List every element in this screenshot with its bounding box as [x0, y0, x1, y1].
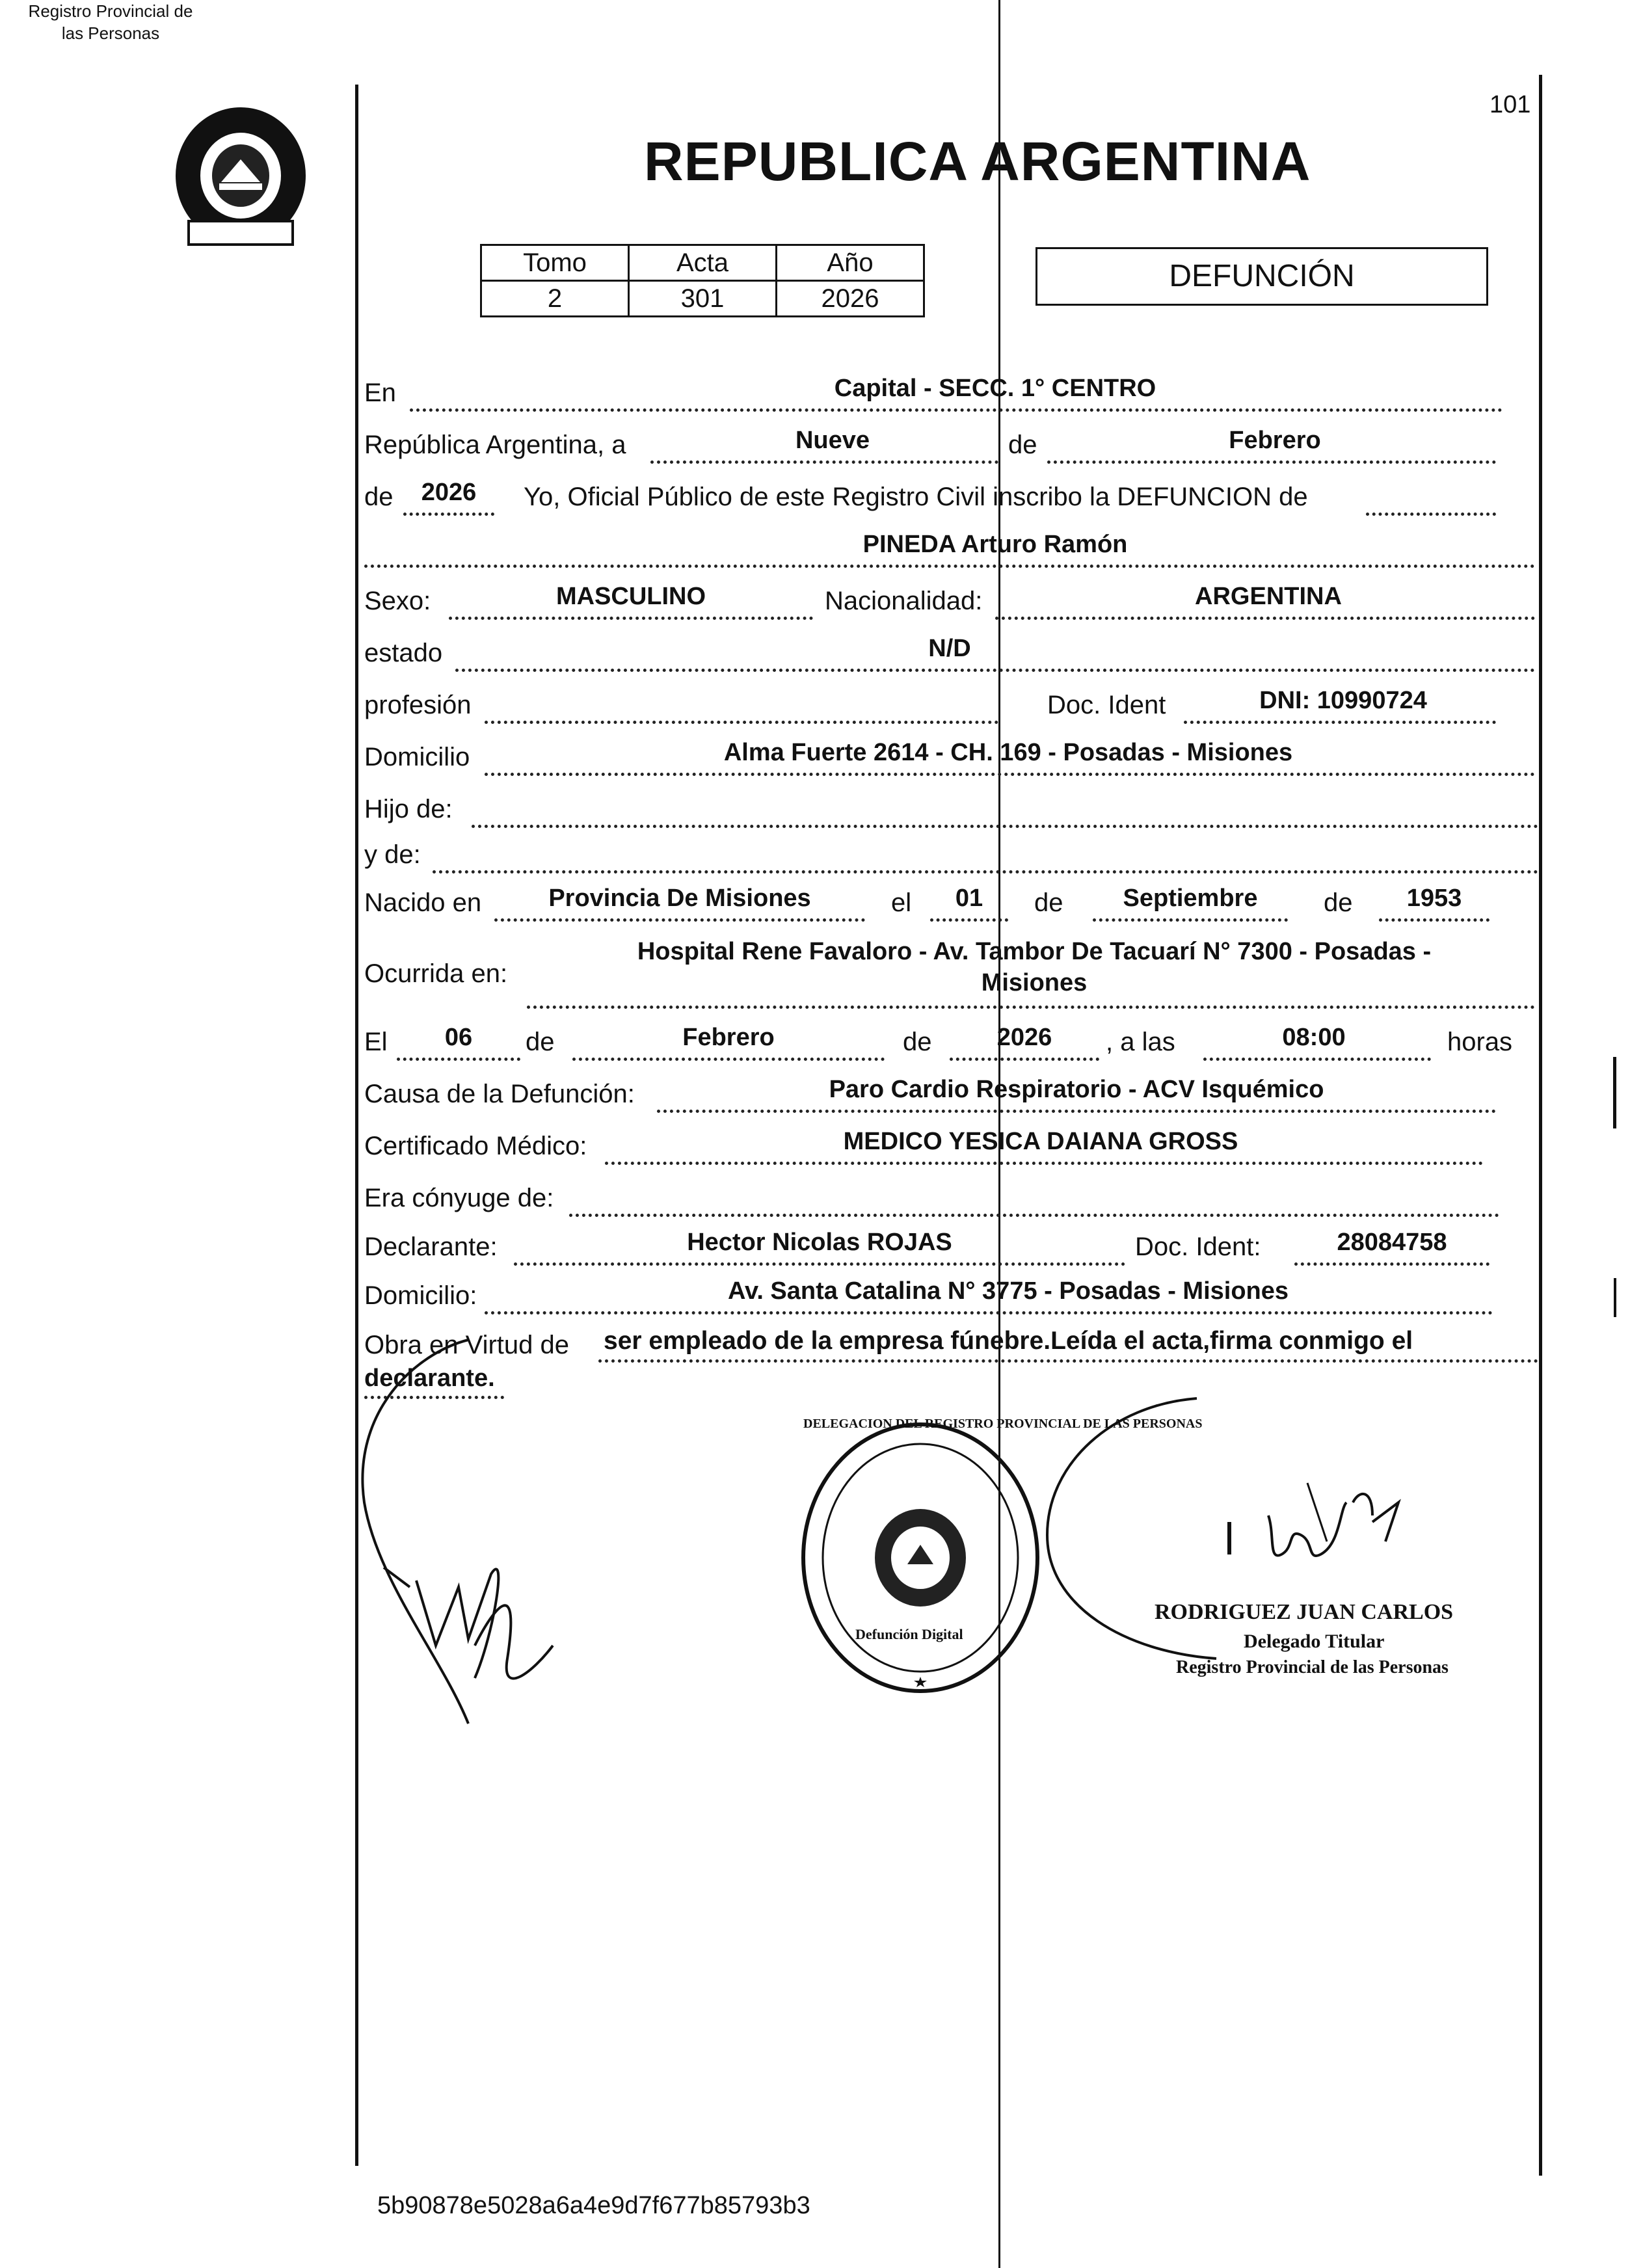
- official-stamp: [797, 1417, 1203, 1698]
- dotted-line: [995, 617, 1535, 620]
- tomo-value: 2: [481, 281, 629, 317]
- left-border-line: [355, 85, 358, 2166]
- dotted-line: [364, 565, 1535, 568]
- obra-text-line1: ser empleado de la empresa fúnebre.Leída el acta,firma conmigo el: [604, 1327, 1413, 1355]
- birthplace-value: Provincia De Misiones: [548, 885, 811, 912]
- acta-value: 301: [629, 281, 777, 317]
- label-oficial: Yo, Oficial Público de este Registro Civil inscribo la DEFUNCION de: [524, 483, 1308, 511]
- label-nacionalidad: Nacionalidad:: [825, 587, 983, 615]
- deceased-name-value: PINEDA Arturo Ramón: [862, 531, 1128, 558]
- dotted-line: [605, 1162, 1483, 1165]
- dotted-line: [485, 1311, 1493, 1314]
- label-de2: de: [364, 483, 394, 511]
- birth-day-value: 01: [955, 885, 983, 912]
- dotted-line: [449, 617, 813, 620]
- dotted-line: [1203, 1058, 1431, 1061]
- declarant-doc-value: 28084758: [1337, 1229, 1447, 1256]
- dotted-line: [1047, 460, 1496, 464]
- label-republica: República Argentina, a: [364, 431, 626, 459]
- label-domicilio: Domicilio: [364, 743, 470, 771]
- dotted-line: [514, 1262, 1125, 1266]
- label-obra: Obra en Virtud de: [364, 1331, 570, 1359]
- label-causa: Causa de la Defunción:: [364, 1080, 635, 1108]
- official-signature: [1034, 1392, 1476, 1672]
- dotted-line: [1184, 721, 1496, 724]
- label-horas: horas: [1447, 1028, 1513, 1056]
- dotted-line: [598, 1359, 1538, 1363]
- day-text-value: Nueve: [795, 427, 870, 454]
- stamp-inner-text: Defunción Digital: [855, 1626, 963, 1642]
- label-profesion: profesión: [364, 691, 472, 719]
- label-domicilio2: Domicilio:: [364, 1281, 477, 1310]
- dotted-line: [410, 408, 1503, 412]
- label-conyuge: Era cónyuge de:: [364, 1184, 554, 1212]
- nationality-value: ARGENTINA: [1195, 583, 1342, 610]
- death-day-value: 06: [444, 1024, 473, 1051]
- address-value: Alma Fuerte 2614 - CH. 169 - Posadas - Misiones: [723, 739, 1293, 766]
- declarant-address-value: Av. Santa Catalina N° 3775 - Posadas - Misiones: [727, 1277, 1289, 1305]
- death-time-value: 08:00: [1282, 1024, 1346, 1051]
- label-certificado: Certificado Médico:: [364, 1132, 587, 1160]
- dotted-line: [485, 721, 998, 724]
- record-type-box: DEFUNCIÓN: [1035, 247, 1488, 306]
- label-de: de: [1008, 431, 1037, 459]
- stamp-ring-text: DELEGACION DEL REGISTRO PROVINCIAL DE LAS PERSONAS: [803, 1417, 1203, 1431]
- year-value: 2026: [421, 479, 477, 506]
- death-year-value: 2026: [996, 1024, 1052, 1051]
- declarant-name-value: Hector Nicolas ROJAS: [687, 1229, 952, 1256]
- obra-text-line2: declarante.: [364, 1365, 495, 1392]
- dotted-line: [472, 825, 1538, 828]
- dotted-line: [403, 513, 494, 516]
- official-office: Registro Provincial de las Personas: [1176, 1657, 1449, 1677]
- dotted-line: [1093, 918, 1288, 922]
- anio-header: Año: [777, 245, 924, 281]
- civil-status-value: N/D: [928, 635, 971, 662]
- label-el-fecha: El: [364, 1028, 388, 1056]
- document-title: REPUBLICA ARGENTINA: [644, 131, 1311, 192]
- place-value: Capital - SECC. 1° CENTRO: [834, 375, 1156, 402]
- dotted-line: [1294, 1262, 1490, 1266]
- registry-name: [0, 0, 221, 44]
- registry-name-line2: las Personas: [61, 23, 160, 43]
- dotted-line: [650, 460, 998, 464]
- label-de-f2: de: [903, 1028, 932, 1056]
- dotted-line: [485, 773, 1535, 776]
- label-ocurrida-en: Ocurrida en:: [364, 959, 508, 988]
- declarant-signature: [338, 1333, 611, 1737]
- birth-year-value: 1953: [1406, 885, 1462, 912]
- acta-header: Acta: [629, 245, 777, 281]
- scan-mark: [1613, 1057, 1616, 1128]
- label-de-nac1: de: [1034, 888, 1063, 917]
- dni-value: DNI: 10990724: [1259, 687, 1427, 714]
- label-nacido-en: Nacido en: [364, 888, 482, 917]
- label-de-nac2: de: [1324, 888, 1353, 917]
- sex-value: MASCULINO: [555, 583, 706, 610]
- dotted-line: [950, 1058, 1099, 1061]
- label-doc-ident2: Doc. Ident:: [1135, 1233, 1261, 1261]
- label-y-de: y de:: [364, 840, 421, 869]
- dotted-line: [397, 1058, 520, 1061]
- registry-name-line1: Registro Provincial de: [28, 1, 193, 21]
- birth-month-value: Septiembre: [1123, 885, 1258, 912]
- page-number: 101: [1490, 91, 1531, 118]
- cause-value: Paro Cardio Respiratorio - ACV Isquémico: [829, 1076, 1324, 1103]
- label-el: el: [891, 888, 912, 917]
- label-doc-ident: Doc. Ident: [1047, 691, 1166, 719]
- dotted-line: [494, 918, 865, 922]
- dotted-line: [569, 1214, 1499, 1217]
- right-border-line: [1539, 75, 1542, 2176]
- dotted-line: [1379, 918, 1490, 922]
- label-a-las: , a las: [1106, 1028, 1175, 1056]
- label-sexo: Sexo:: [364, 587, 431, 615]
- dotted-line: [1366, 513, 1496, 516]
- official-name: RODRIGUEZ JUAN CARLOS: [1155, 1600, 1454, 1624]
- tomo-header: Tomo: [481, 245, 629, 281]
- death-month-value: Febrero: [682, 1024, 775, 1051]
- label-hijo-de: Hijo de:: [364, 795, 453, 823]
- dotted-line: [455, 669, 1535, 672]
- anio-value: 2026: [777, 281, 924, 317]
- label-en: En: [364, 379, 396, 407]
- certificate-value: MEDICO YESICA DAIANA GROSS: [843, 1128, 1238, 1155]
- month-value: Febrero: [1229, 427, 1321, 454]
- scan-mark: [1614, 1278, 1616, 1317]
- dotted-line: [433, 870, 1538, 874]
- document-hash: 5b90878e5028a6a4e9d7f677b85793b3: [377, 2192, 810, 2219]
- dotted-line: [930, 918, 1008, 922]
- label-declarante: Declarante:: [364, 1233, 498, 1261]
- official-title: Delegado Titular: [1244, 1631, 1385, 1652]
- province-seal: [166, 98, 315, 254]
- dotted-line: [527, 1006, 1535, 1009]
- death-place-line2: Misiones: [981, 969, 1088, 996]
- register-table: [480, 244, 925, 317]
- label-estado: estado: [364, 639, 443, 667]
- label-de-f1: de: [526, 1028, 555, 1056]
- dotted-line: [657, 1110, 1496, 1113]
- death-place-line1: Hospital Rene Favaloro - Av. Tambor De Tacuarí N° 7300 - Posadas -: [637, 938, 1432, 965]
- dotted-line: [572, 1058, 885, 1061]
